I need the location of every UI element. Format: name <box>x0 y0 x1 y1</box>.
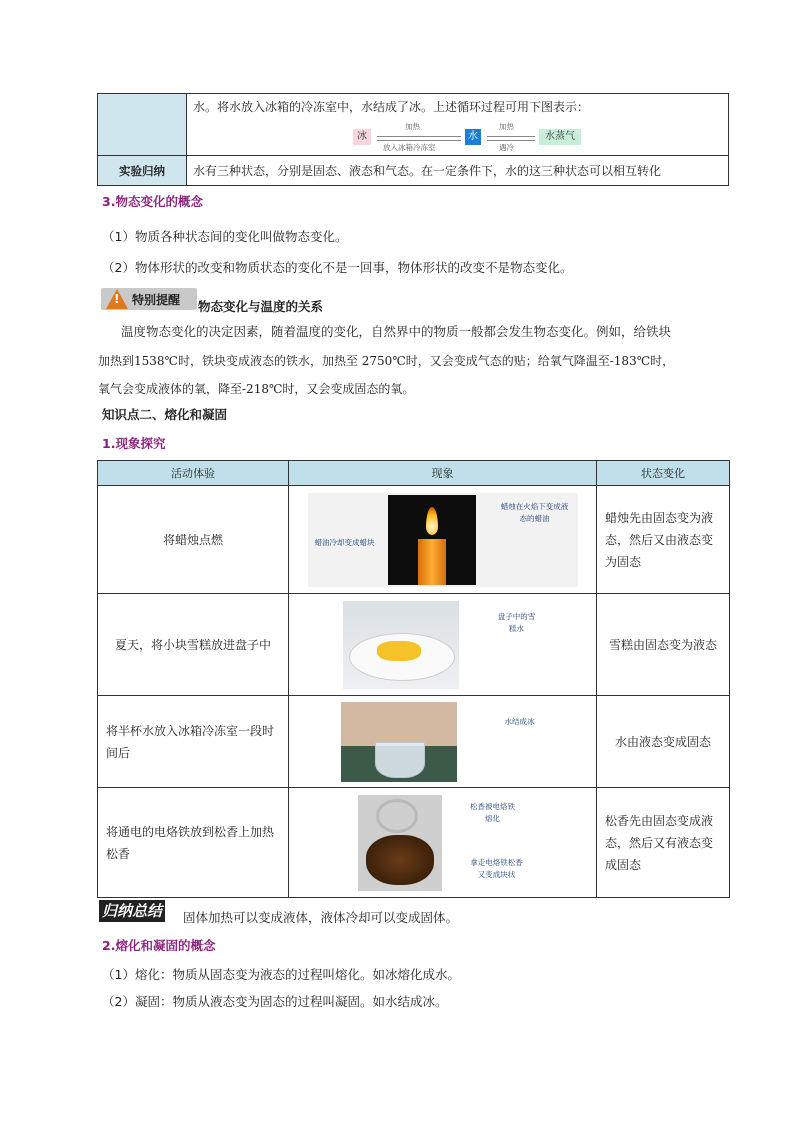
activity-cell: 将蜡烛点燃 <box>98 486 289 594</box>
tip-badge <box>101 288 197 310</box>
image-cell <box>289 594 597 696</box>
change-cell: 水由液态变成固态 <box>597 696 730 788</box>
state-cycle-diagram <box>193 122 722 155</box>
definition-melting: （1）熔化：物质从固态变为液态的过程叫熔化。如冰熔化成水。 <box>102 967 460 982</box>
arrow1-bottom-label: 放入冰箱冷冻室 <box>383 143 436 152</box>
ice-box: 冰 <box>353 129 371 145</box>
summary-text: 固体加热可以变成液体，液体冷却可以变成固体。 <box>183 910 459 925</box>
empty-label-cell <box>98 94 187 156</box>
icecream <box>377 641 421 661</box>
kp2-sub2: 2.熔化和凝固的概念 <box>102 938 216 953</box>
image-cell <box>289 696 597 788</box>
header-change: 状态变化 <box>597 461 730 486</box>
summary-text: 水有三种状态，分别是固态、液态和气态。在一定条件下，水的这三种状态可以相互转化 <box>187 156 729 186</box>
arrow2-top-label: 加热 <box>499 122 514 131</box>
table-row <box>98 594 730 696</box>
arrow2-bottom-label: 遇冷 <box>499 143 514 152</box>
candle-flame <box>426 507 438 535</box>
activity-cell: 将通电的电烙铁放到松香上加热松香 <box>98 788 289 898</box>
section3-p2: （2）物体形状的改变和物质状态的变化不是一回事，物体形状的改变不是物态变化。 <box>102 260 573 275</box>
change-cell: 雪糕由固态变为液态 <box>597 594 730 696</box>
candle-note-right: 蜡烛在火焰下变成液态的蜡油 <box>500 501 569 523</box>
image-cell <box>289 788 597 898</box>
experiment-table <box>97 93 729 186</box>
freezing-image <box>341 702 545 782</box>
arrow-ice-water <box>377 136 461 137</box>
soldering-iron <box>376 799 418 833</box>
vapor-box: 水蒸气 <box>539 129 581 145</box>
image-cell <box>289 486 597 594</box>
candle-image <box>308 493 578 587</box>
candle-body <box>418 539 446 585</box>
kp2-heading: 知识点二、熔化和凝固 <box>102 407 228 422</box>
activity-cell: 将半杯水放入冰箱冷冻室一段时间后 <box>98 696 289 788</box>
tip-title: 物态变化与温度的关系 <box>198 299 324 314</box>
icecream-photo <box>343 601 459 689</box>
glass-bowl <box>375 742 425 778</box>
arrow-water-vapor <box>487 136 535 137</box>
arrow1-top-label: 加热 <box>405 122 420 131</box>
rosin-image <box>358 795 528 891</box>
cycle-cell <box>187 94 729 156</box>
warning-icon-mark: ! <box>114 292 120 306</box>
rosin-note-bottom: 拿走电烙铁松香又变成块状 <box>470 857 523 879</box>
tip-badge-label: 特别提醒 <box>132 293 181 307</box>
summary-badge: 归纳总结 <box>99 900 165 922</box>
phenomenon-table <box>97 460 730 898</box>
rosin-photo <box>358 795 442 891</box>
definition-freezing: （2）凝固：物质从液态变为固态的过程叫凝固。如水结成冰。 <box>102 994 448 1009</box>
icecream-note: 盘子中的雪糕水 <box>497 611 536 633</box>
kp2-sub1: 1.现象探究 <box>102 436 166 451</box>
header-activity: 活动体验 <box>98 461 289 486</box>
header-phenomenon: 现象 <box>289 461 597 486</box>
freezing-photo <box>341 702 457 782</box>
section3-p1: （1）物质各种状态间的变化叫做物态变化。 <box>102 229 348 244</box>
arrow-water-ice <box>377 140 461 141</box>
activity-cell: 夏天，将小块雪糕放进盘子中 <box>98 594 289 696</box>
arrow-vapor-water <box>487 140 535 141</box>
summary-label: 实验归纳 <box>98 156 187 186</box>
freezing-note: 水结成冰 <box>504 716 535 726</box>
tip-line3: 氧气会变成液体的氧，降至-218℃时，又会变成固态的氧。 <box>98 382 415 396</box>
table-row <box>98 486 730 594</box>
rosin-note-top: 松香被电烙铁熔化 <box>470 801 515 823</box>
water-box: 水 <box>465 129 481 145</box>
tip-line1: 温度物态变化的决定因素，随着温度的变化，自然界中的物质一般都会发生物态变化。例如，给铁块 <box>121 324 672 339</box>
table-row <box>98 788 730 898</box>
section3-heading: 3.物态变化的概念 <box>102 194 203 209</box>
candle-photo <box>388 495 476 585</box>
icecream-image <box>343 601 543 689</box>
change-cell: 松香先由固态变成液态，然后又有液态变成固态 <box>597 788 730 898</box>
tip-line2: 加热到1538℃时，铁块变成液态的铁水，加热至 2750℃时，又会变成气态的贴；给氧气降温至-183℃时， <box>98 354 675 368</box>
rosin-tin <box>366 835 434 885</box>
table-row <box>98 696 730 788</box>
candle-note-left: 蜡油冷却变成蜡块 <box>314 537 375 547</box>
change-cell: 蜡烛先由固态变为液态，然后又由液态变为固态 <box>597 486 730 594</box>
row1-text: 水。将水放入冰箱的冷冻室中，水结成了冰。上述循环过程可用下图表示： <box>193 100 590 114</box>
